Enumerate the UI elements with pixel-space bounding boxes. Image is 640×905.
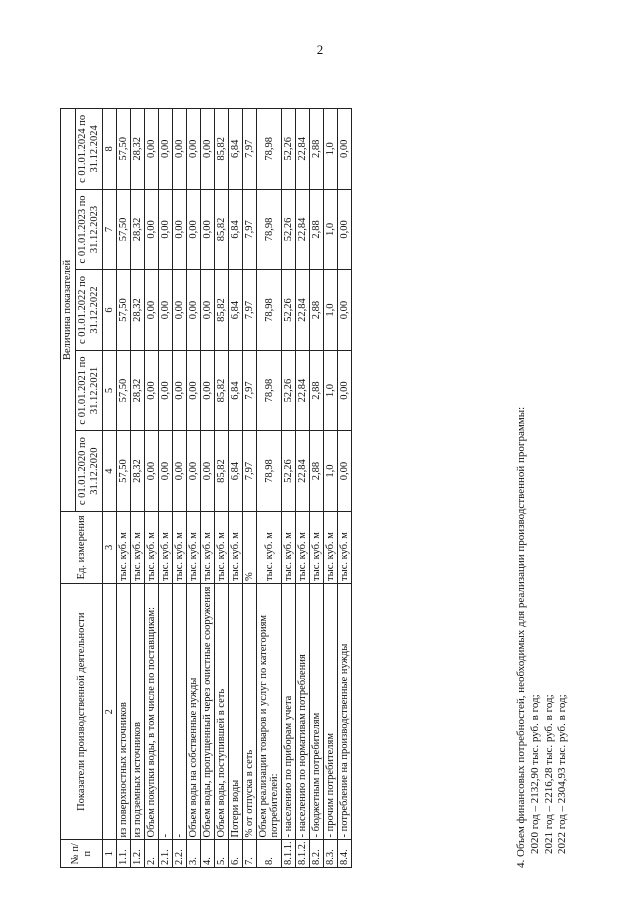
row-value: 0,00 [159, 431, 173, 512]
column-number: 4 [103, 431, 117, 512]
column-number: 3 [103, 511, 117, 583]
column-number: 1 [103, 840, 117, 868]
row-number: 3. [187, 840, 201, 868]
row-indicator: Объем реализации товаров и услуг по категориям потребителей: [257, 583, 282, 840]
row-value: 0,00 [187, 189, 201, 270]
row-value: 0,00 [201, 109, 215, 190]
row-number: 8.4. [338, 840, 352, 868]
row-value: 28,32 [131, 109, 145, 190]
row-number: 8.1.1. [282, 840, 296, 868]
row-unit: тыс. куб. м [215, 511, 229, 583]
row-value: 6,84 [229, 270, 243, 351]
row-value: 85,82 [215, 350, 229, 431]
row-value: 57,50 [117, 109, 131, 190]
row-value: 57,50 [117, 270, 131, 351]
table-row [187, 109, 201, 868]
row-number: 8.1.2. [296, 840, 310, 868]
row-value: 6,84 [229, 109, 243, 190]
row-value: 0,00 [145, 350, 159, 431]
row-unit: тыс. куб. м [324, 511, 338, 583]
row-unit: тыс. куб. м [310, 511, 324, 583]
row-value: 0,00 [159, 189, 173, 270]
row-value: 0,00 [145, 270, 159, 351]
row-value: 52,26 [282, 109, 296, 190]
row-value: 1,0 [324, 270, 338, 351]
column-number: 5 [103, 350, 117, 431]
row-indicator: - бюджетным потребителям [310, 583, 324, 840]
row-value: 52,26 [282, 270, 296, 351]
row-number: 4. [201, 840, 215, 868]
row-value: 0,00 [201, 189, 215, 270]
row-value: 6,84 [229, 350, 243, 431]
table-body [117, 109, 352, 868]
row-value: 52,26 [282, 431, 296, 512]
table-row [282, 109, 296, 868]
row-value: 2,88 [310, 431, 324, 512]
row-indicator: Объем покупки воды, в том числе по поставщикам: [145, 583, 159, 840]
row-indicator: Потери воды [229, 583, 243, 840]
row-value: 6,84 [229, 189, 243, 270]
column-number: 7 [103, 189, 117, 270]
row-value: 0,00 [145, 431, 159, 512]
row-value: 7,97 [243, 189, 257, 270]
column-number: 8 [103, 109, 117, 190]
row-number: 8.3. [324, 840, 338, 868]
row-value: 0,00 [338, 431, 352, 512]
row-value: 22,84 [296, 189, 310, 270]
table-row [243, 109, 257, 868]
note-heading: 4. Объем финансовых потребностей, необходимых для реализации производственной программы: [515, 406, 527, 868]
table-row [159, 109, 173, 868]
row-unit: тыс. куб. м [282, 511, 296, 583]
row-value: 57,50 [117, 431, 131, 512]
row-value: 78,98 [257, 189, 282, 270]
row-value: 2,88 [310, 109, 324, 190]
row-value: 1,0 [324, 350, 338, 431]
row-value: 22,84 [296, 431, 310, 512]
financial-note [515, 108, 570, 868]
row-number: 1.2. [131, 840, 145, 868]
row-indicator: Объем воды, пропущенный через очистные сооружения [201, 583, 215, 840]
production-indicators-table [60, 108, 352, 868]
row-value: 52,26 [282, 189, 296, 270]
header-indicator: Показатели производственной деятельности [61, 583, 103, 840]
row-number: 8.2. [310, 840, 324, 868]
row-value: 2,88 [310, 350, 324, 431]
note-line: 2022 год – 2304,93 тыс. руб. в год; [556, 694, 569, 854]
table-row [215, 109, 229, 868]
row-value: 1,0 [324, 431, 338, 512]
header-num: № п/п [61, 840, 103, 868]
row-value: 85,82 [215, 270, 229, 351]
row-value: 57,50 [117, 189, 131, 270]
header-unit: Ед. измерения [61, 511, 103, 583]
row-indicator: из подземных источников [131, 583, 145, 840]
row-number: 2.1. [159, 840, 173, 868]
row-value: 22,84 [296, 109, 310, 190]
row-number: 2.2. [173, 840, 187, 868]
row-value: 7,97 [243, 109, 257, 190]
row-value: 6,84 [229, 431, 243, 512]
row-value: 0,00 [187, 350, 201, 431]
row-value: 0,00 [173, 189, 187, 270]
row-value: 0,00 [187, 109, 201, 190]
row-value: 0,00 [201, 350, 215, 431]
row-indicator: - потребление на производственные нужды [338, 583, 352, 840]
table-row [324, 109, 338, 868]
row-number: 8. [257, 840, 282, 868]
row-value: 0,00 [201, 431, 215, 512]
header-period: с 01.01.2023 по 31.12.2023 [76, 189, 103, 270]
rotated-content [60, 48, 600, 868]
row-value: 28,32 [131, 189, 145, 270]
row-value: 0,00 [145, 109, 159, 190]
row-indicator: - населению по приборам учета [282, 583, 296, 840]
row-indicator: - [173, 583, 187, 840]
page-number: 2 [316, 42, 324, 57]
row-unit: тыс. куб. м [117, 511, 131, 583]
row-value: 0,00 [187, 270, 201, 351]
table-row [310, 109, 324, 868]
row-unit: тыс. куб. м [187, 511, 201, 583]
row-value: 2,88 [310, 189, 324, 270]
row-value: 2,88 [310, 270, 324, 351]
row-unit: тыс. куб. м [338, 511, 352, 583]
row-value: 0,00 [187, 431, 201, 512]
table-row [131, 109, 145, 868]
row-value: 28,32 [131, 270, 145, 351]
column-number: 6 [103, 270, 117, 351]
row-value: 0,00 [159, 350, 173, 431]
row-value: 0,00 [145, 189, 159, 270]
row-number: 5. [215, 840, 229, 868]
row-unit: тыс. куб. м [296, 511, 310, 583]
row-unit: тыс. куб. м [229, 511, 243, 583]
row-value: 52,26 [282, 350, 296, 431]
table-row [257, 109, 282, 868]
header-group: Величина показателей [61, 109, 76, 512]
table-row [117, 109, 131, 868]
row-value: 28,32 [131, 431, 145, 512]
row-value: 0,00 [173, 350, 187, 431]
row-value: 78,98 [257, 431, 282, 512]
row-unit: тыс. куб. м [173, 511, 187, 583]
table-row [338, 109, 352, 868]
row-value: 85,82 [215, 109, 229, 190]
row-value: 1,0 [324, 189, 338, 270]
note-line: 2021 год – 2216,28 тыс. руб. в год; [542, 694, 555, 854]
row-value: 7,97 [243, 431, 257, 512]
row-value: 0,00 [159, 270, 173, 351]
row-value: 0,00 [338, 109, 352, 190]
row-value: 57,50 [117, 350, 131, 431]
table-row [173, 109, 187, 868]
table-row [201, 109, 215, 868]
row-value: 85,82 [215, 431, 229, 512]
row-indicator: Объем воды, поступившей в сеть [215, 583, 229, 840]
row-value: 0,00 [173, 109, 187, 190]
header-period: с 01.01.2020 по 31.12.2020 [76, 431, 103, 512]
row-value: 78,98 [257, 350, 282, 431]
row-unit: тыс. куб. м [131, 511, 145, 583]
row-number: 2. [145, 840, 159, 868]
row-value: 0,00 [201, 270, 215, 351]
row-unit: % [243, 511, 257, 583]
row-unit: тыс. куб. м [201, 511, 215, 583]
row-value: 7,97 [243, 270, 257, 351]
row-value: 0,00 [159, 109, 173, 190]
row-value: 0,00 [338, 350, 352, 431]
row-unit: тыс. куб. м [159, 511, 173, 583]
row-indicator: Объем воды на собственные нужды [187, 583, 201, 840]
row-value: 78,98 [257, 109, 282, 190]
row-indicator: - населению по нормативам потребления [296, 583, 310, 840]
row-value: 7,97 [243, 350, 257, 431]
row-indicator: - [159, 583, 173, 840]
table-row [145, 109, 159, 868]
row-indicator: из поверхностных источников [117, 583, 131, 840]
table-row [296, 109, 310, 868]
note-line: 2020 год – 2132,90 тыс. руб. в год; [528, 694, 541, 854]
column-number: 2 [103, 583, 117, 840]
row-unit: тыс. куб. м [145, 511, 159, 583]
row-value: 0,00 [173, 270, 187, 351]
row-number: 1.1. [117, 840, 131, 868]
row-value: 0,00 [173, 431, 187, 512]
row-value: 22,84 [296, 350, 310, 431]
row-unit: тыс. куб. м [257, 511, 282, 583]
header-period: с 01.01.2022 по 31.12.2022 [76, 270, 103, 351]
header-period: с 01.01.2021 по 31.12.2021 [76, 350, 103, 431]
row-value: 0,00 [338, 270, 352, 351]
row-value: 85,82 [215, 189, 229, 270]
row-number: 7. [243, 840, 257, 868]
table-row [229, 109, 243, 868]
row-number: 6. [229, 840, 243, 868]
row-value: 78,98 [257, 270, 282, 351]
row-value: 22,84 [296, 270, 310, 351]
header-period: с 01.01.2024 по 31.12.2024 [76, 109, 103, 190]
row-value: 0,00 [338, 189, 352, 270]
row-indicator: - прочим потребителям [324, 583, 338, 840]
row-indicator: % от отпуска в сеть [243, 583, 257, 840]
row-value: 28,32 [131, 350, 145, 431]
row-value: 1,0 [324, 109, 338, 190]
